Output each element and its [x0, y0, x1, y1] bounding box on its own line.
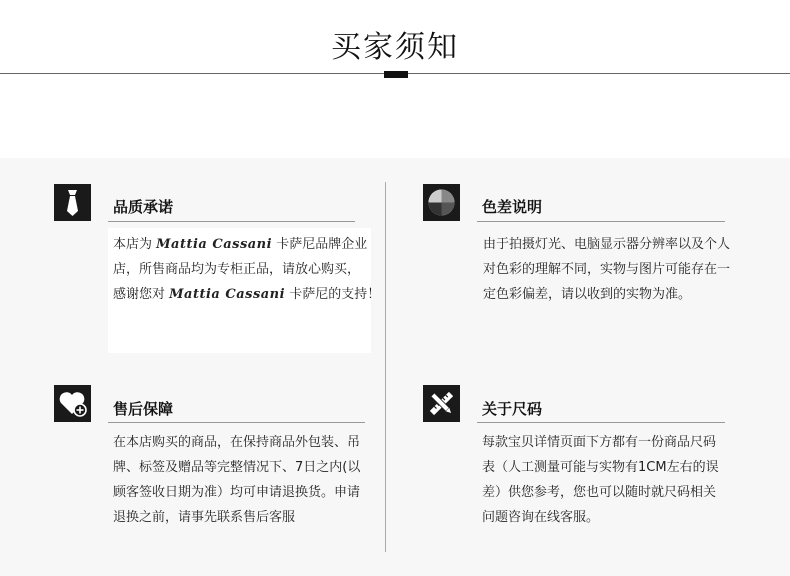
section-body	[483, 232, 730, 307]
section-underline	[477, 422, 725, 423]
pencil-ruler-icon	[423, 385, 460, 422]
section-title: 关于尺码	[482, 400, 543, 418]
text-pre: 感谢您对	[113, 287, 170, 302]
section-title: 品质承诺	[113, 198, 174, 216]
section-title: 售后保障	[113, 400, 174, 418]
tie-icon	[54, 184, 91, 221]
body-line: 差）供您参考，您也可以随时就尺码相关	[482, 485, 717, 500]
section-body	[113, 232, 380, 307]
section-body	[113, 430, 360, 530]
page-title: 买家须知	[331, 30, 459, 65]
body-line: 表（人工测量可能与实物有1CM左右的误	[482, 460, 719, 475]
column-divider	[385, 182, 386, 552]
body-line: 每款宝贝详情页面下方都有一份商品尺码	[482, 435, 717, 450]
body-line	[113, 232, 380, 257]
heart-plus-icon	[54, 385, 91, 422]
brand-name: Mattia Cassani	[156, 237, 273, 252]
title-divider-mark	[384, 71, 408, 78]
body-line: 牌、标签及赠品等完整情况下、7日之内(以	[113, 460, 361, 475]
section-body	[482, 430, 719, 530]
color-wheel-icon	[423, 184, 460, 221]
body-line: 由于拍摄灯光、电脑显示器分辨率以及个人	[483, 237, 731, 252]
body-line: 对色彩的理解不同，实物与图片可能存在一	[483, 262, 731, 277]
section-underline	[108, 422, 365, 423]
body-line: 店，所售商品均为专柜正品，请放心购买，	[113, 262, 361, 277]
brand-name: Mattia Cassani	[169, 287, 286, 302]
body-line: 退换之前，请事先联系售后客服	[113, 510, 296, 525]
body-line: 问题咨询在线客服。	[482, 510, 600, 525]
section-underline	[477, 221, 725, 222]
text-post: 卡萨尼品牌企业	[272, 237, 368, 252]
text-pre: 本店为	[113, 237, 157, 252]
body-line: 顾客签收日期为准）均可申请退换货。申请	[113, 485, 361, 500]
body-line: 定色彩偏差，请以收到的实物为准。	[483, 287, 692, 302]
body-line: 在本店购买的商品，在保持商品外包装、吊	[113, 435, 361, 450]
body-line	[113, 282, 380, 307]
section-underline	[108, 221, 355, 222]
text-post: 卡萨尼的支持！	[285, 287, 381, 302]
section-title: 色差说明	[482, 198, 543, 216]
